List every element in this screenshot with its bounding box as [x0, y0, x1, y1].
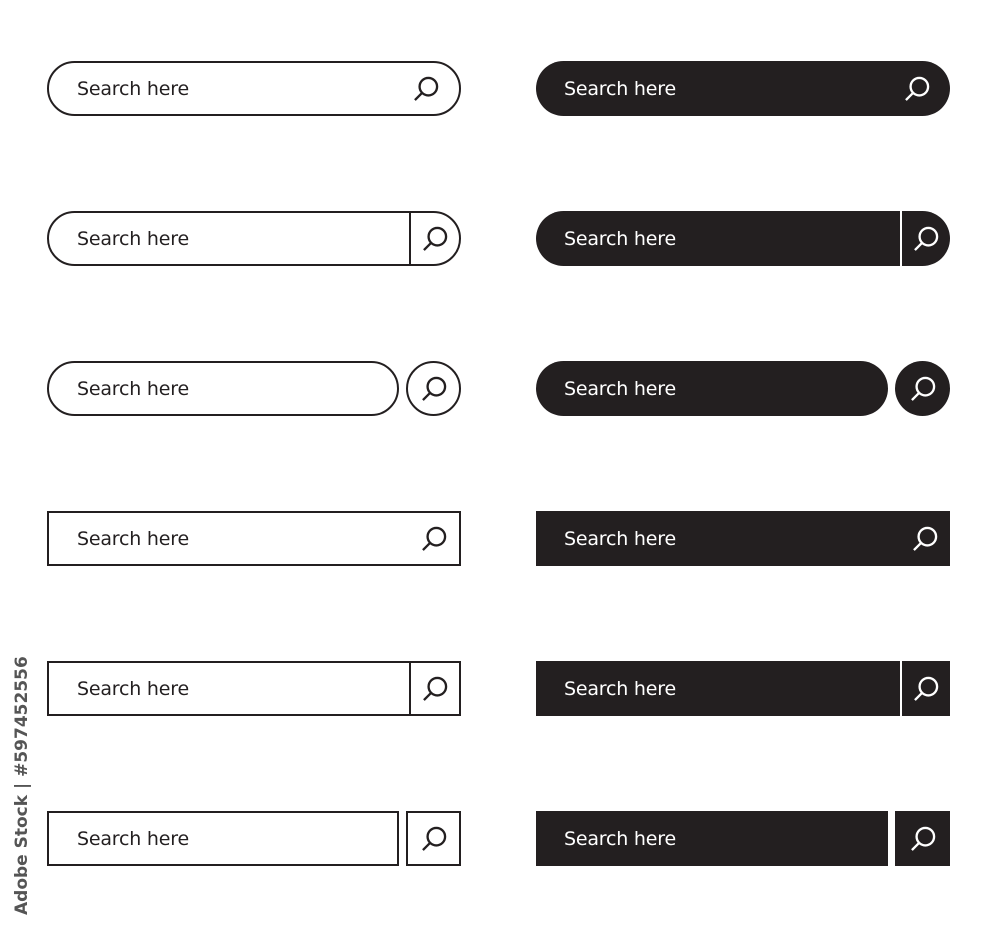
search-icon	[909, 375, 937, 403]
search-button[interactable]	[900, 661, 950, 716]
search-placeholder: Search here	[77, 377, 189, 400]
search-input-dark-pill-in[interactable]	[536, 61, 950, 116]
search-placeholder: Search here	[564, 227, 676, 250]
search-icon	[912, 675, 940, 703]
search-icon	[420, 825, 448, 853]
search-input-dark-pill-div[interactable]	[536, 211, 950, 266]
search-button[interactable]	[401, 63, 451, 114]
search-input-dark-rect-div[interactable]	[536, 661, 950, 716]
search-placeholder: Search here	[77, 677, 189, 700]
search-placeholder: Search here	[77, 227, 189, 250]
search-placeholder: Search here	[77, 827, 189, 850]
search-button[interactable]	[406, 361, 461, 416]
search-icon	[912, 225, 940, 253]
search-icon	[421, 675, 449, 703]
search-button[interactable]	[409, 663, 459, 714]
search-input-light-pill-in[interactable]	[47, 61, 461, 116]
search-icon	[911, 525, 939, 553]
search-icon	[903, 75, 931, 103]
search-button[interactable]	[409, 513, 459, 564]
search-button[interactable]	[900, 211, 950, 266]
search-icon	[909, 825, 937, 853]
search-icon	[412, 75, 440, 103]
search-placeholder: Search here	[564, 527, 676, 550]
search-button[interactable]	[409, 213, 459, 264]
search-input-light-pill-sep[interactable]	[47, 361, 399, 416]
search-icon	[421, 225, 449, 253]
search-input-dark-rect-sep[interactable]	[536, 811, 888, 866]
search-placeholder: Search here	[564, 77, 676, 100]
search-button[interactable]	[895, 361, 950, 416]
search-input-light-rect-div[interactable]	[47, 661, 461, 716]
search-placeholder: Search here	[77, 77, 189, 100]
search-placeholder: Search here	[564, 827, 676, 850]
search-button[interactable]	[900, 511, 950, 566]
search-input-light-rect-sep[interactable]	[47, 811, 399, 866]
search-icon	[420, 375, 448, 403]
search-input-dark-pill-sep[interactable]	[536, 361, 888, 416]
watermark: Adobe Stock | #597452556	[12, 656, 32, 915]
search-button[interactable]	[406, 811, 461, 866]
search-button[interactable]	[892, 61, 942, 116]
search-placeholder: Search here	[564, 677, 676, 700]
search-button[interactable]	[895, 811, 950, 866]
search-input-light-rect-in[interactable]	[47, 511, 461, 566]
search-icon	[420, 525, 448, 553]
search-placeholder: Search here	[564, 377, 676, 400]
search-placeholder: Search here	[77, 527, 189, 550]
search-input-dark-rect-in[interactable]	[536, 511, 950, 566]
search-input-light-pill-div[interactable]	[47, 211, 461, 266]
